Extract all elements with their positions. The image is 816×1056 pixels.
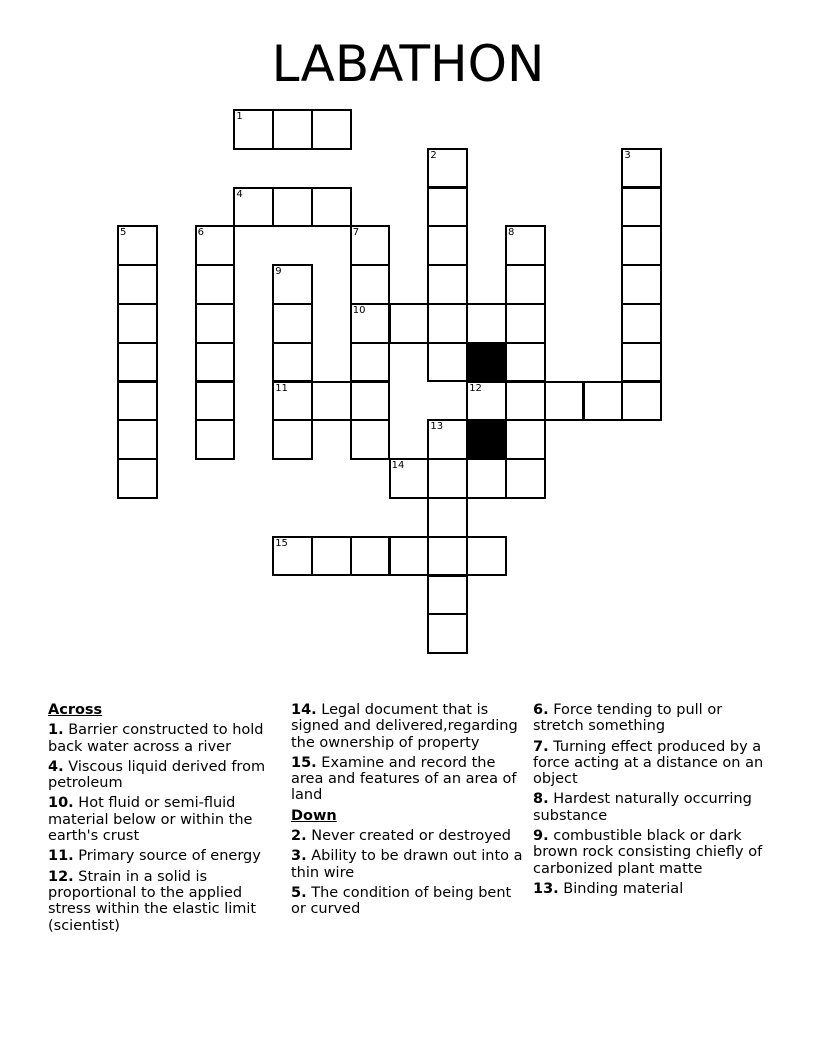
black-cell — [466, 419, 507, 460]
black-cell — [466, 342, 507, 383]
grid-cell[interactable] — [233, 187, 274, 228]
clue-number-label: 6 — [197, 227, 204, 239]
grid-cell[interactable] — [427, 187, 468, 228]
grid-cell[interactable] — [272, 342, 313, 383]
clue-text: Barrier constructed to hold back water across a river — [48, 722, 264, 755]
down-clue-2 — [291, 828, 529, 844]
grid-cell[interactable] — [621, 342, 662, 383]
clue-number: 3. — [291, 848, 307, 865]
across-heading: Across — [48, 702, 103, 718]
grid-cell[interactable] — [117, 303, 158, 344]
grid-cell[interactable] — [427, 458, 468, 499]
grid-cell[interactable] — [505, 458, 546, 499]
across-clue-1 — [48, 722, 283, 755]
grid-cell[interactable] — [195, 303, 236, 344]
grid-cell[interactable] — [621, 225, 662, 266]
grid-cell[interactable] — [389, 536, 430, 577]
grid-cell[interactable] — [311, 187, 352, 228]
grid-cell[interactable] — [272, 419, 313, 460]
grid-cell[interactable] — [544, 381, 585, 422]
grid-cell[interactable] — [466, 381, 507, 422]
grid-cell[interactable] — [505, 419, 546, 460]
across-clue-4 — [48, 759, 283, 792]
clue-text: combustible black or dark brown rock consisting chiefly of carbonized plant matte — [533, 828, 763, 877]
grid-cell[interactable] — [350, 381, 391, 422]
clue-number: 4. — [48, 758, 64, 775]
clue-number-label: 12 — [469, 382, 482, 394]
grid-cell[interactable] — [427, 536, 468, 577]
clue-number: 9. — [533, 828, 549, 845]
grid-cell[interactable] — [195, 342, 236, 383]
across-clue-15 — [291, 755, 529, 804]
clue-number: 11. — [48, 848, 74, 865]
clue-number: 5. — [291, 884, 307, 901]
grid-cell[interactable] — [350, 264, 391, 305]
grid-cell[interactable] — [350, 536, 391, 577]
grid-cell[interactable] — [311, 109, 352, 150]
grid-cell[interactable] — [117, 381, 158, 422]
across-clue-14 — [291, 702, 529, 751]
grid-cell[interactable] — [621, 148, 662, 189]
grid-cell[interactable] — [427, 613, 468, 654]
grid-cell[interactable] — [233, 109, 274, 150]
down-clue-7 — [533, 739, 768, 788]
clue-number: 8. — [533, 791, 549, 808]
clue-number: 6. — [533, 702, 549, 718]
clue-number-label: 4 — [236, 188, 243, 200]
down-clue-9 — [533, 828, 768, 877]
clue-number: 10. — [48, 795, 74, 812]
grid-cell[interactable] — [117, 342, 158, 383]
clue-text: The condition of being bent or curved — [291, 884, 512, 918]
grid-cell[interactable] — [583, 381, 624, 422]
grid-cell[interactable] — [389, 303, 430, 344]
grid-cell[interactable] — [427, 264, 468, 305]
grid-cell[interactable] — [272, 109, 313, 150]
clue-number-label: 10 — [352, 305, 366, 316]
clue-number-label: 11 — [275, 382, 288, 394]
clue-number-label: 15 — [275, 537, 288, 549]
grid-cell[interactable] — [621, 381, 662, 422]
grid-cell[interactable] — [505, 264, 546, 305]
grid-cell[interactable] — [621, 303, 662, 344]
clue-number-label: 3 — [624, 149, 631, 161]
grid-cell[interactable] — [427, 342, 468, 383]
clue-text: Binding material — [563, 880, 684, 897]
clue-text: Hardest naturally occurring substance — [533, 791, 752, 824]
grid-cell[interactable] — [195, 419, 236, 460]
down-clue-6 — [533, 702, 768, 735]
grid-cell[interactable] — [195, 225, 236, 266]
clue-number-label: 2 — [430, 149, 437, 161]
grid-cell[interactable] — [427, 419, 468, 460]
grid-cell[interactable] — [350, 303, 391, 344]
clue-number: 1. — [48, 722, 64, 739]
grid-cell[interactable] — [272, 264, 313, 305]
clue-number: 2. — [291, 828, 307, 845]
down-clue-13 — [533, 881, 768, 897]
grid-cell[interactable] — [427, 148, 468, 189]
clue-number: 7. — [533, 738, 549, 755]
down-heading: Down — [291, 807, 337, 824]
clue-number-label: 1 — [236, 111, 243, 122]
puzzle-title: LABATHON — [271, 35, 545, 93]
grid-cell[interactable] — [350, 419, 391, 460]
grid-cell[interactable] — [427, 303, 468, 344]
grid-cell[interactable] — [505, 303, 546, 344]
grid-cell[interactable] — [350, 342, 391, 383]
grid-cell[interactable] — [350, 225, 391, 266]
grid-cell[interactable] — [621, 264, 662, 305]
grid-cell[interactable] — [272, 381, 313, 422]
down-clue-5 — [291, 885, 529, 918]
grid-cell[interactable] — [466, 536, 507, 577]
clues-column-1 — [48, 702, 283, 938]
grid-cell[interactable] — [427, 225, 468, 266]
clue-text: Ability to be drawn out into a thin wire — [291, 848, 523, 881]
across-clue-10 — [48, 795, 283, 844]
down-clue-8 — [533, 791, 768, 824]
grid-cell[interactable] — [117, 419, 158, 460]
grid-cell[interactable] — [195, 264, 236, 305]
clue-text: Legal document that is signed and delivered,regarding the ownership of property — [291, 702, 518, 751]
clue-text: Hot fluid or semi-fluid material below or within the earth's crust — [48, 795, 253, 845]
grid-cell[interactable] — [311, 536, 352, 577]
clue-text: Turning effect produced by a force acting at a distance on an object — [533, 738, 764, 788]
clue-number-label: 5 — [120, 227, 127, 239]
clue-number-label: 7 — [352, 227, 360, 239]
grid-cell[interactable] — [505, 381, 546, 422]
clues-column-2 — [291, 702, 529, 922]
grid-cell[interactable] — [272, 303, 313, 344]
grid-cell[interactable] — [195, 381, 236, 422]
across-clue-12 — [48, 869, 283, 934]
clue-text: Force tending to pull or stretch something — [533, 702, 723, 735]
clue-number-label: 13 — [430, 421, 444, 433]
grid-cell[interactable] — [117, 458, 158, 499]
grid-cell[interactable] — [117, 264, 158, 305]
clue-text: Strain in a solid is proportional to the applied stress within the elastic limit (scientist) — [48, 868, 257, 934]
grid-cell[interactable] — [621, 187, 662, 228]
down-clue-3 — [291, 848, 529, 881]
clue-number: 15. — [291, 754, 317, 771]
grid-cell[interactable] — [272, 536, 313, 577]
clue-number-label: 9 — [275, 266, 282, 278]
clue-number: 12. — [48, 868, 74, 885]
clue-number: 14. — [291, 702, 317, 718]
clues-column-3 — [533, 702, 768, 901]
clue-number: 13. — [533, 880, 559, 897]
clue-text: Primary source of energy — [78, 848, 261, 865]
grid-cell[interactable] — [505, 342, 546, 383]
grid-cell[interactable] — [427, 575, 468, 616]
grid-cell[interactable] — [272, 187, 313, 228]
grid-cell[interactable] — [505, 225, 546, 266]
grid-cell[interactable] — [466, 458, 507, 499]
grid-cell[interactable] — [311, 381, 352, 422]
grid-cell[interactable] — [389, 458, 430, 499]
clue-number-label: 14 — [391, 460, 405, 472]
clue-number-label: 8 — [508, 227, 515, 239]
grid-cell[interactable] — [427, 497, 468, 538]
clue-text: Examine and record the area and features of an area of land — [291, 754, 517, 804]
grid-cell[interactable] — [117, 225, 158, 266]
clue-text: Never created or destroyed — [311, 828, 511, 845]
grid-cell[interactable] — [466, 303, 507, 344]
across-clue-11 — [48, 848, 283, 864]
clue-text: Viscous liquid derived from petroleum — [48, 758, 266, 792]
